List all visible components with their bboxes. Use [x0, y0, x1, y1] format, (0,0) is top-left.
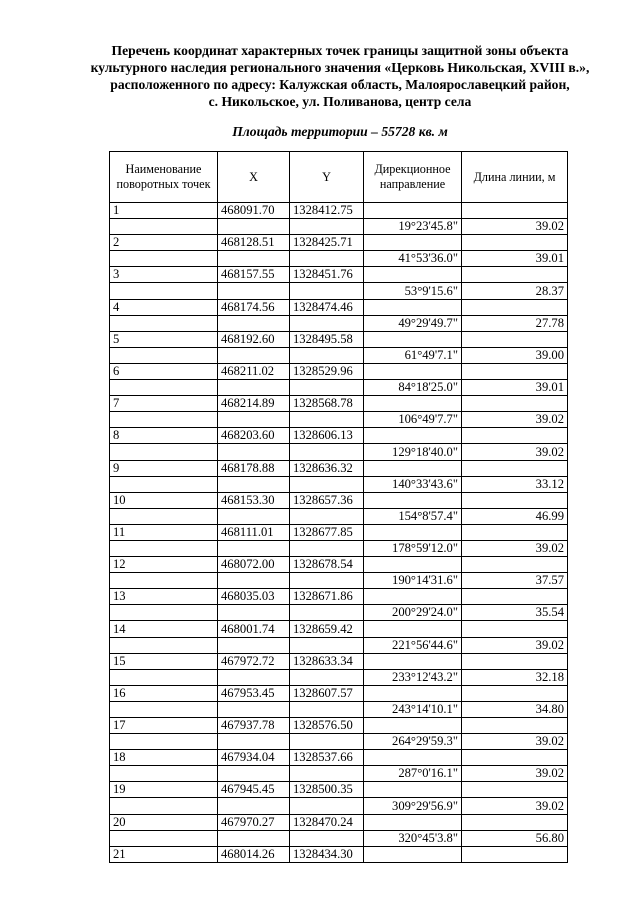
- point-name: 6: [110, 363, 218, 379]
- point-y: 1328568.78: [290, 396, 364, 412]
- empty-cell: [290, 283, 364, 299]
- point-name: 19: [110, 782, 218, 798]
- segment-row: [110, 380, 568, 396]
- segment-row: [110, 315, 568, 331]
- point-row: [110, 460, 568, 476]
- point-name: 3: [110, 267, 218, 283]
- segment-length: 39.02: [462, 734, 568, 750]
- empty-cell: [290, 701, 364, 717]
- point-row: [110, 428, 568, 444]
- empty-cell: [364, 846, 462, 862]
- empty-cell: [290, 380, 364, 396]
- empty-cell: [110, 766, 218, 782]
- segment-direction: 61°49'7.1": [364, 347, 462, 363]
- empty-cell: [218, 573, 290, 589]
- segment-length: 39.02: [462, 798, 568, 814]
- point-row: [110, 685, 568, 701]
- title-line: расположенного по адресу: Калужская область, Малоярославецкий район,: [110, 77, 570, 92]
- point-x: 468211.02: [218, 363, 290, 379]
- point-row: [110, 235, 568, 251]
- empty-cell: [290, 637, 364, 653]
- point-name: 13: [110, 589, 218, 605]
- empty-cell: [218, 766, 290, 782]
- point-name: 8: [110, 428, 218, 444]
- empty-cell: [462, 524, 568, 540]
- point-x: 468157.55: [218, 267, 290, 283]
- empty-cell: [110, 734, 218, 750]
- point-name: 21: [110, 846, 218, 862]
- empty-cell: [110, 476, 218, 492]
- point-x: 467937.78: [218, 718, 290, 734]
- empty-cell: [218, 380, 290, 396]
- empty-cell: [110, 605, 218, 621]
- empty-cell: [364, 814, 462, 830]
- point-name: 4: [110, 299, 218, 315]
- empty-cell: [462, 331, 568, 347]
- empty-cell: [364, 685, 462, 701]
- segment-row: [110, 637, 568, 653]
- empty-cell: [364, 428, 462, 444]
- segment-row: [110, 508, 568, 524]
- empty-cell: [290, 412, 364, 428]
- empty-cell: [462, 460, 568, 476]
- point-row: [110, 653, 568, 669]
- empty-cell: [462, 782, 568, 798]
- empty-cell: [364, 396, 462, 412]
- empty-cell: [364, 621, 462, 637]
- segment-row: [110, 798, 568, 814]
- empty-cell: [110, 830, 218, 846]
- point-name: 17: [110, 718, 218, 734]
- empty-cell: [290, 508, 364, 524]
- segment-direction: 243°14'10.1": [364, 701, 462, 717]
- empty-cell: [462, 718, 568, 734]
- segment-direction: 309°29'56.9": [364, 798, 462, 814]
- point-row: [110, 492, 568, 508]
- segment-direction: 84°18'25.0": [364, 380, 462, 396]
- territory-area: Площадь территории – 55728 кв. м: [232, 124, 448, 139]
- point-name: 2: [110, 235, 218, 251]
- empty-cell: [110, 508, 218, 524]
- segment-direction: 19°23'45.8": [364, 219, 462, 235]
- segment-direction: 49°29'49.7": [364, 315, 462, 331]
- empty-cell: [462, 396, 568, 412]
- empty-cell: [290, 251, 364, 267]
- empty-cell: [218, 476, 290, 492]
- point-row: [110, 557, 568, 573]
- segment-row: [110, 605, 568, 621]
- segment-direction: 221°56'44.6": [364, 637, 462, 653]
- point-row: [110, 589, 568, 605]
- empty-cell: [462, 685, 568, 701]
- segment-row: [110, 347, 568, 363]
- point-name: 20: [110, 814, 218, 830]
- point-y: 1328495.58: [290, 331, 364, 347]
- point-y: 1328677.85: [290, 524, 364, 540]
- empty-cell: [110, 701, 218, 717]
- segment-row: [110, 412, 568, 428]
- segment-direction: 129°18'40.0": [364, 444, 462, 460]
- empty-cell: [110, 219, 218, 235]
- empty-cell: [218, 669, 290, 685]
- empty-cell: [110, 251, 218, 267]
- empty-cell: [364, 653, 462, 669]
- empty-cell: [290, 219, 364, 235]
- segment-length: 39.02: [462, 412, 568, 428]
- point-row: [110, 203, 568, 219]
- point-row: [110, 621, 568, 637]
- point-x: 468111.01: [218, 524, 290, 540]
- empty-cell: [110, 315, 218, 331]
- segment-direction: 140°33'43.6": [364, 476, 462, 492]
- segment-direction: 200°29'24.0": [364, 605, 462, 621]
- point-x: 468001.74: [218, 621, 290, 637]
- point-x: 468014.26: [218, 846, 290, 862]
- point-y: 1328671.86: [290, 589, 364, 605]
- segment-row: [110, 701, 568, 717]
- point-name: 14: [110, 621, 218, 637]
- empty-cell: [218, 251, 290, 267]
- empty-cell: [462, 428, 568, 444]
- empty-cell: [110, 283, 218, 299]
- point-x: 468153.30: [218, 492, 290, 508]
- segment-length: 32.18: [462, 669, 568, 685]
- empty-cell: [364, 589, 462, 605]
- point-y: 1328576.50: [290, 718, 364, 734]
- empty-cell: [364, 492, 462, 508]
- empty-cell: [290, 540, 364, 556]
- point-x: 467934.04: [218, 750, 290, 766]
- point-x: 468091.70: [218, 203, 290, 219]
- segment-row: [110, 219, 568, 235]
- point-y: 1328633.34: [290, 653, 364, 669]
- point-name: 15: [110, 653, 218, 669]
- empty-cell: [462, 621, 568, 637]
- segment-length: 39.02: [462, 444, 568, 460]
- segment-row: [110, 734, 568, 750]
- empty-cell: [218, 315, 290, 331]
- empty-cell: [290, 347, 364, 363]
- empty-cell: [290, 315, 364, 331]
- empty-cell: [290, 734, 364, 750]
- empty-cell: [290, 669, 364, 685]
- point-y: 1328434.30: [290, 846, 364, 862]
- empty-cell: [290, 605, 364, 621]
- segment-direction: 178°59'12.0": [364, 540, 462, 556]
- empty-cell: [462, 750, 568, 766]
- point-name: 10: [110, 492, 218, 508]
- empty-cell: [364, 299, 462, 315]
- segment-row: [110, 251, 568, 267]
- coordinates-table-body: [110, 203, 568, 863]
- empty-cell: [218, 798, 290, 814]
- segment-length: 33.12: [462, 476, 568, 492]
- point-x: 468174.56: [218, 299, 290, 315]
- point-y: 1328659.42: [290, 621, 364, 637]
- point-y: 1328636.32: [290, 460, 364, 476]
- point-name: 7: [110, 396, 218, 412]
- point-x: 467972.72: [218, 653, 290, 669]
- point-x: 468203.60: [218, 428, 290, 444]
- empty-cell: [364, 750, 462, 766]
- empty-cell: [110, 540, 218, 556]
- empty-cell: [364, 718, 462, 734]
- header-direction: Дирекционное направление: [364, 152, 462, 203]
- point-row: [110, 524, 568, 540]
- point-y: 1328607.57: [290, 685, 364, 701]
- empty-cell: [290, 766, 364, 782]
- segment-row: [110, 476, 568, 492]
- empty-cell: [364, 782, 462, 798]
- header-length: Длина линии, м: [462, 152, 568, 203]
- point-y: 1328537.66: [290, 750, 364, 766]
- segment-row: [110, 669, 568, 685]
- point-y: 1328678.54: [290, 557, 364, 573]
- segment-length: 39.02: [462, 766, 568, 782]
- segment-direction: 53°9'15.6": [364, 283, 462, 299]
- empty-cell: [462, 846, 568, 862]
- point-row: [110, 814, 568, 830]
- segment-row: [110, 540, 568, 556]
- empty-cell: [110, 380, 218, 396]
- point-name: 18: [110, 750, 218, 766]
- point-row: [110, 782, 568, 798]
- empty-cell: [290, 573, 364, 589]
- empty-cell: [462, 203, 568, 219]
- empty-cell: [110, 637, 218, 653]
- empty-cell: [462, 814, 568, 830]
- empty-cell: [218, 605, 290, 621]
- segment-length: 27.78: [462, 315, 568, 331]
- coordinates-table: [109, 151, 568, 863]
- point-y: 1328425.71: [290, 235, 364, 251]
- empty-cell: [364, 235, 462, 251]
- point-y: 1328412.75: [290, 203, 364, 219]
- empty-cell: [462, 492, 568, 508]
- point-y: 1328451.76: [290, 267, 364, 283]
- table-header-row: [110, 152, 568, 203]
- empty-cell: [110, 798, 218, 814]
- empty-cell: [364, 460, 462, 476]
- point-row: [110, 396, 568, 412]
- empty-cell: [218, 830, 290, 846]
- title-line: культурного наследия регионального значения «Церковь Никольская, XVIII в.»,: [90, 60, 590, 75]
- empty-cell: [364, 557, 462, 573]
- segment-direction: 264°29'59.3": [364, 734, 462, 750]
- point-x: 468192.60: [218, 331, 290, 347]
- point-name: 12: [110, 557, 218, 573]
- empty-cell: [462, 235, 568, 251]
- point-x: 468178.88: [218, 460, 290, 476]
- segment-direction: 320°45'3.8": [364, 830, 462, 846]
- point-y: 1328470.24: [290, 814, 364, 830]
- point-y: 1328657.36: [290, 492, 364, 508]
- point-x: 467945.45: [218, 782, 290, 798]
- empty-cell: [290, 830, 364, 846]
- empty-cell: [218, 508, 290, 524]
- empty-cell: [462, 653, 568, 669]
- empty-cell: [110, 573, 218, 589]
- empty-cell: [110, 347, 218, 363]
- empty-cell: [218, 444, 290, 460]
- point-y: 1328606.13: [290, 428, 364, 444]
- segment-direction: 154°8'57.4": [364, 508, 462, 524]
- empty-cell: [462, 363, 568, 379]
- empty-cell: [110, 444, 218, 460]
- segment-row: [110, 573, 568, 589]
- empty-cell: [364, 524, 462, 540]
- point-row: [110, 331, 568, 347]
- empty-cell: [218, 734, 290, 750]
- empty-cell: [218, 347, 290, 363]
- segment-length: 39.02: [462, 219, 568, 235]
- empty-cell: [218, 283, 290, 299]
- point-row: [110, 846, 568, 862]
- empty-cell: [364, 363, 462, 379]
- segment-length: 39.01: [462, 251, 568, 267]
- empty-cell: [290, 798, 364, 814]
- segment-length: 46.99: [462, 508, 568, 524]
- point-x: 468128.51: [218, 235, 290, 251]
- point-x: 467970.27: [218, 814, 290, 830]
- empty-cell: [218, 219, 290, 235]
- empty-cell: [218, 701, 290, 717]
- empty-cell: [462, 267, 568, 283]
- point-name: 1: [110, 203, 218, 219]
- point-x: 468214.89: [218, 396, 290, 412]
- segment-row: [110, 830, 568, 846]
- header-y: Y: [290, 152, 364, 203]
- document-title: [60, 42, 620, 110]
- segment-length: 28.37: [462, 283, 568, 299]
- empty-cell: [462, 589, 568, 605]
- empty-cell: [364, 331, 462, 347]
- segment-direction: 190°14'31.6": [364, 573, 462, 589]
- point-x: 468072.00: [218, 557, 290, 573]
- point-row: [110, 267, 568, 283]
- segment-row: [110, 766, 568, 782]
- segment-direction: 106°49'7.7": [364, 412, 462, 428]
- point-row: [110, 718, 568, 734]
- point-row: [110, 750, 568, 766]
- point-y: 1328474.46: [290, 299, 364, 315]
- segment-length: 39.00: [462, 347, 568, 363]
- segment-direction: 287°0'16.1": [364, 766, 462, 782]
- empty-cell: [290, 444, 364, 460]
- point-name: 11: [110, 524, 218, 540]
- header-x: X: [218, 152, 290, 203]
- point-y: 1328529.96: [290, 363, 364, 379]
- segment-length: 56.80: [462, 830, 568, 846]
- empty-cell: [462, 557, 568, 573]
- segment-direction: 233°12'43.2": [364, 669, 462, 685]
- segment-length: 39.02: [462, 540, 568, 556]
- empty-cell: [110, 412, 218, 428]
- empty-cell: [462, 299, 568, 315]
- point-name: 9: [110, 460, 218, 476]
- segment-length: 35.54: [462, 605, 568, 621]
- point-row: [110, 363, 568, 379]
- empty-cell: [218, 412, 290, 428]
- segment-length: 37.57: [462, 573, 568, 589]
- point-y: 1328500.35: [290, 782, 364, 798]
- empty-cell: [110, 669, 218, 685]
- empty-cell: [290, 476, 364, 492]
- empty-cell: [364, 267, 462, 283]
- empty-cell: [364, 203, 462, 219]
- title-line: с. Никольское, ул. Поливанова, центр села: [208, 94, 472, 109]
- title-line: Перечень координат характерных точек границы защитной зоны объекта: [111, 43, 569, 58]
- point-name: 16: [110, 685, 218, 701]
- header-point-name: Наименование поворотных точек: [110, 152, 218, 203]
- point-x: 468035.03: [218, 589, 290, 605]
- segment-row: [110, 283, 568, 299]
- point-name: 5: [110, 331, 218, 347]
- segment-length: 39.01: [462, 380, 568, 396]
- segment-length: 39.02: [462, 637, 568, 653]
- point-row: [110, 299, 568, 315]
- segment-length: 34.80: [462, 701, 568, 717]
- segment-row: [110, 444, 568, 460]
- empty-cell: [218, 637, 290, 653]
- point-x: 467953.45: [218, 685, 290, 701]
- segment-direction: 41°53'36.0": [364, 251, 462, 267]
- empty-cell: [218, 540, 290, 556]
